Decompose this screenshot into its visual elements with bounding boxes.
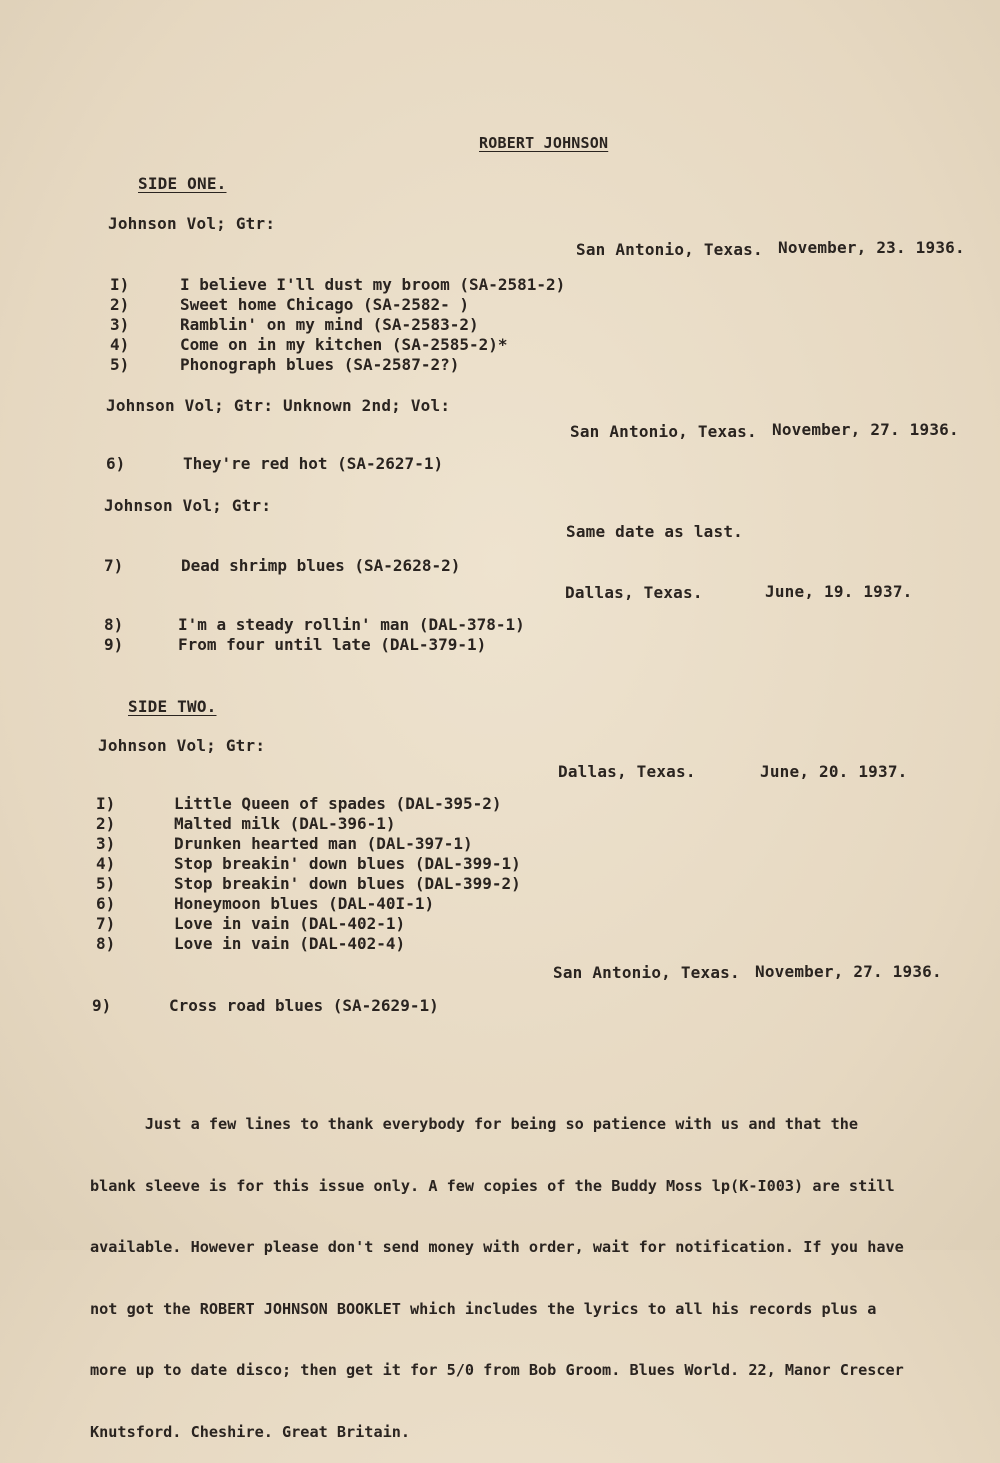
track-number: 7) — [104, 556, 124, 575]
track-number: 9) — [104, 635, 124, 654]
side-one-session2-date: November, 27. 1936. — [772, 420, 959, 439]
page-title: ROBERT JOHNSON — [479, 134, 609, 152]
side-two-session2-date: November, 27. 1936. — [755, 962, 942, 981]
footer-line: available. However please don't send money with order, wait for notification. If you have — [90, 1238, 904, 1256]
side-one-session2-location: San Antonio, Texas. — [570, 422, 757, 441]
track-title: Sweet home Chicago (SA-2582- ) — [180, 295, 469, 314]
side-one-session1-location: San Antonio, Texas. — [576, 240, 763, 259]
track-number: 7) — [96, 914, 116, 933]
track-number: 4) — [96, 854, 116, 873]
track-title: Come on in my kitchen (SA-2585-2)* — [180, 335, 508, 354]
track-number: I) — [110, 275, 130, 294]
side-one-session1-personnel: Johnson Vol; Gtr: — [108, 214, 276, 233]
track-number: 6) — [106, 454, 126, 473]
footer-note — [90, 1073, 950, 1463]
side-one-session4-date: June, 19. 1937. — [765, 582, 913, 601]
side-two-session1-date: June, 20. 1937. — [760, 762, 908, 781]
side-one-session3-note: Same date as last. — [566, 522, 743, 541]
track-number: 2) — [96, 814, 116, 833]
track-title: Stop breakin' down blues (DAL-399-1) — [174, 854, 521, 873]
track-title: They're red hot (SA-2627-1) — [183, 454, 444, 473]
track-number: 4) — [110, 335, 130, 354]
track-number: 9) — [92, 996, 112, 1015]
track-title: Drunken hearted man (DAL-397-1) — [174, 834, 473, 853]
track-title: Dead shrimp blues (SA-2628-2) — [181, 556, 461, 575]
track-title: Love in vain (DAL-402-1) — [174, 914, 406, 933]
track-number: 5) — [110, 355, 130, 374]
footer-line: more up to date disco; then get it for 5/0 from Bob Groom. Blues World. 22, Manor Crescer — [90, 1361, 904, 1379]
track-number: 3) — [96, 834, 116, 853]
footer-line: Knutsford. Cheshire. Great Britain. — [90, 1422, 411, 1441]
track-number: 3) — [110, 315, 130, 334]
track-number: 8) — [104, 615, 124, 634]
track-number: I) — [96, 794, 116, 813]
side-two-session1-location: Dallas, Texas. — [558, 762, 696, 781]
side-one-session3-personnel: Johnson Vol; Gtr: — [104, 496, 272, 515]
footer-line: blank sleeve is for this issue only. A few copies of the Buddy Moss lp(K-I003) are still — [90, 1176, 895, 1195]
track-title: I'm a steady rollin' man (DAL-378-1) — [178, 615, 525, 634]
side-one-heading: SIDE ONE. — [138, 174, 227, 193]
side-one-session4-location: Dallas, Texas. — [565, 583, 703, 602]
track-number: 2) — [110, 295, 130, 314]
track-title: From four until late (DAL-379-1) — [178, 635, 487, 654]
track-title: I believe I'll dust my broom (SA-2581-2) — [180, 275, 566, 294]
side-two-heading: SIDE TWO. — [128, 697, 217, 716]
track-title: Phonograph blues (SA-2587-2?) — [180, 355, 460, 374]
side-one-session1-date: November, 23. 1936. — [778, 238, 965, 257]
side-two-session2-location: San Antonio, Texas. — [553, 963, 740, 982]
side-one-session2-personnel: Johnson Vol; Gtr: Unknown 2nd; Vol: — [106, 396, 451, 415]
track-title: Stop breakin' down blues (DAL-399-2) — [174, 874, 521, 893]
side-two-session1-personnel: Johnson Vol; Gtr: — [98, 736, 266, 755]
track-title: Ramblin' on my mind (SA-2583-2) — [180, 315, 479, 334]
track-number: 6) — [96, 894, 116, 913]
track-number: 5) — [96, 874, 116, 893]
track-title: Cross road blues (SA-2629-1) — [169, 996, 439, 1015]
track-title: Little Queen of spades (DAL-395-2) — [174, 794, 502, 813]
footer-line: not got the ROBERT JOHNSON BOOKLET which includes the lyrics to all his records plus a — [90, 1299, 877, 1318]
track-number: 8) — [96, 934, 116, 953]
track-title: Love in vain (DAL-402-4) — [174, 934, 406, 953]
track-title: Honeymoon blues (DAL-40I-1) — [174, 894, 435, 913]
track-title: Malted milk (DAL-396-1) — [174, 814, 396, 833]
footer-line: Just a few lines to thank everybody for being so patience with us and that the — [90, 1115, 859, 1133]
